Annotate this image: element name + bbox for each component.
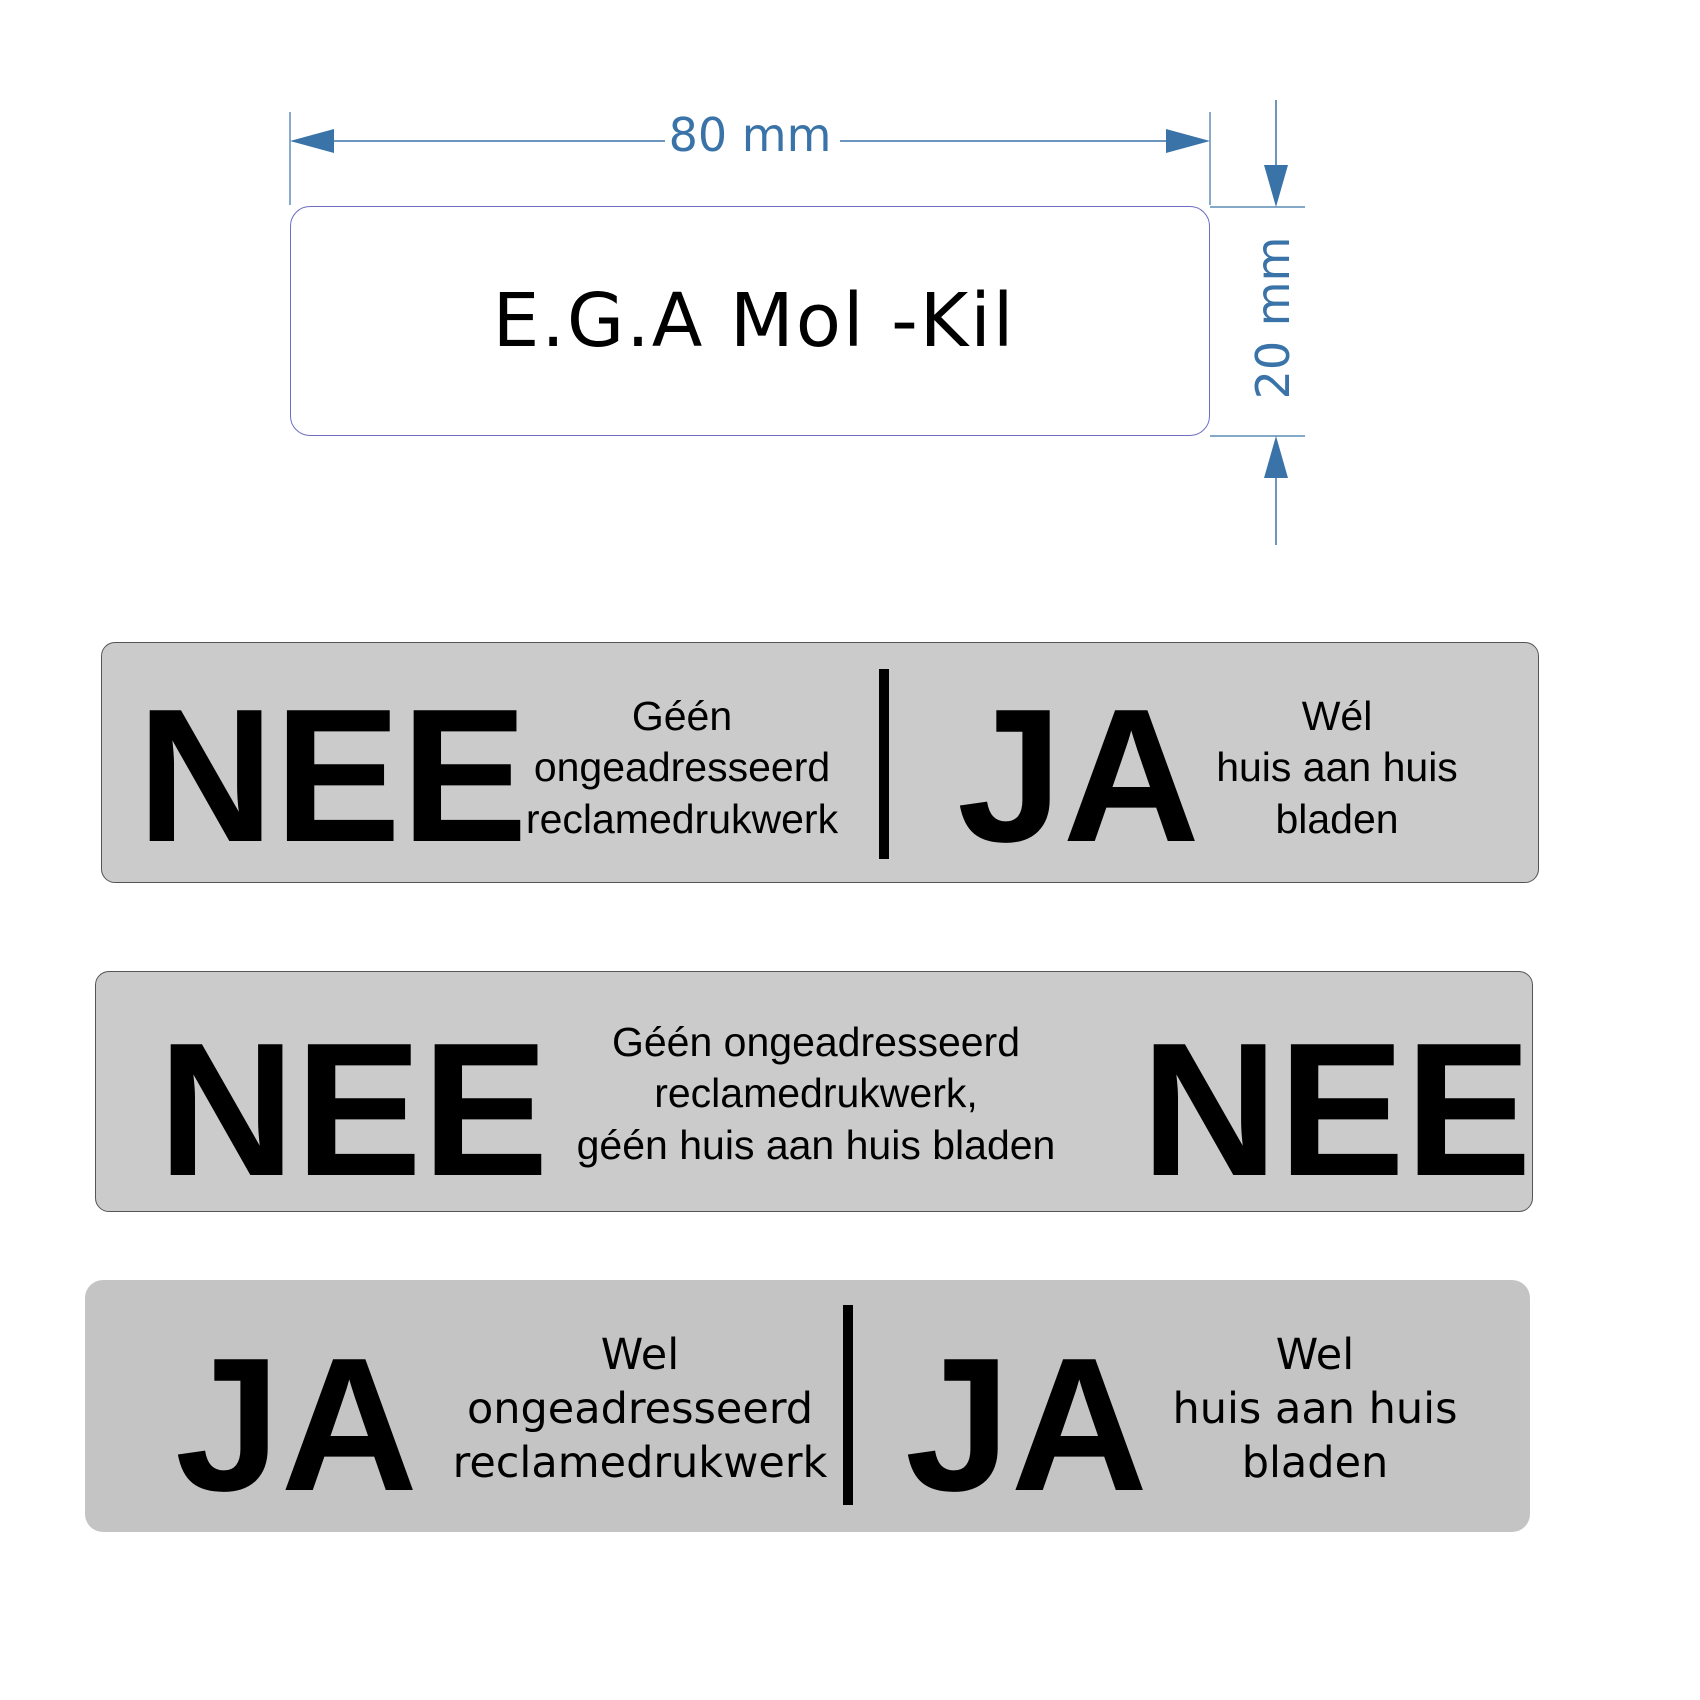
sticker-3-big-right: JA [905,1319,1148,1531]
sticker-3-divider [843,1305,853,1505]
sticker-1-right-text [1197,691,1477,845]
text-line: reclamedrukwerk [452,1437,828,1488]
text-line: bladen [1241,1437,1389,1488]
sticker-3-left-text [450,1329,830,1490]
nameplate-preview [290,206,1210,436]
sticker-2-big-right: NEE [1141,1004,1532,1216]
text-line: reclamedrukwerk, [654,1070,978,1117]
text-line: huis aan huis [1172,1383,1458,1434]
text-line: Géén ongeadresseerd [611,1019,1021,1065]
sticker-1-big-left: NEE [137,670,528,882]
text-line: Wel [1275,1330,1355,1380]
height-arrow-top [1264,165,1288,207]
sticker-ja-ja [85,1280,1530,1532]
text-line: Géén [631,693,733,739]
width-dimension-label: 80 mm [668,108,832,162]
text-line: huis aan huis [1216,744,1458,791]
text-line: ongeadresseerd [533,744,831,791]
width-arrow-left [290,129,334,153]
text-line: Wél [1301,693,1373,739]
sticker-1-left-text [482,691,882,845]
height-arrow-bottom [1264,436,1288,478]
sticker-1-big-right: JA [957,670,1200,882]
sticker-2-center-text [536,1017,1096,1171]
sticker-nee-ja [101,642,1539,883]
sticker-3-right-text [1160,1329,1470,1490]
width-arrow-right [1166,129,1210,153]
text-line: ongeadresseerd [466,1383,814,1434]
text-line: Wel [600,1330,680,1380]
sticker-2-big-left: NEE [158,1004,549,1216]
sticker-nee-nee [95,971,1533,1216]
nameplate-text: E.G.A Mol -Kil [492,278,1016,364]
sticker-3-big-left: JA [175,1319,418,1531]
sticker-1-divider [879,669,889,859]
text-line: géén huis aan huis bladen [576,1121,1056,1168]
text-line: reclamedrukwerk [525,795,839,842]
text-line: bladen [1275,795,1399,842]
height-dimension-label: 20 mm [1246,236,1300,400]
